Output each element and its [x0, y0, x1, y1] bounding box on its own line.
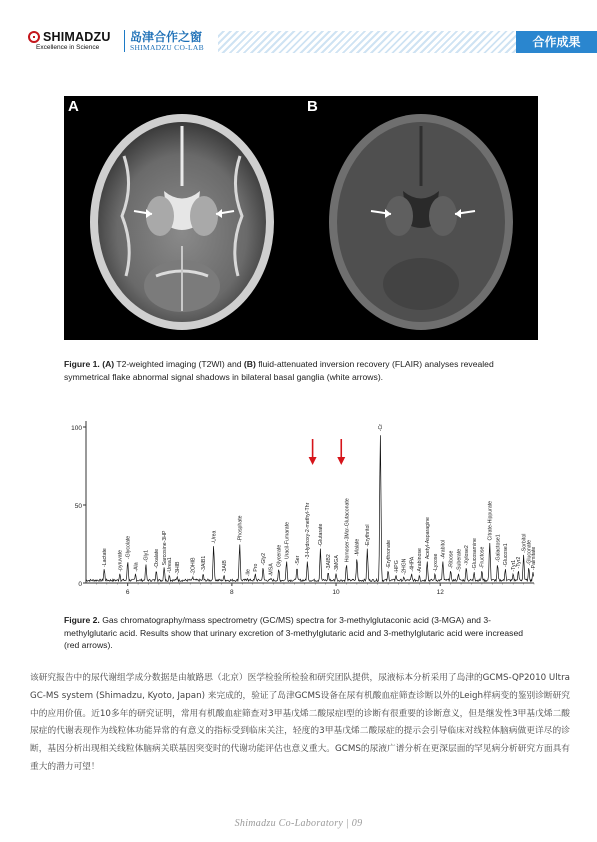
lab-name-cn: 岛津合作之窗: [130, 30, 203, 44]
peak-label: -Gluconate: [526, 540, 533, 566]
peak-label: -2OHIB: [190, 557, 197, 575]
peak-label: Acetyl-Asparagine: [425, 517, 432, 560]
peak-label: Uracil-Fumarate: [284, 521, 291, 560]
peak-label: Sarcosine-3HP: [161, 530, 168, 566]
header-divider: [124, 30, 125, 52]
peak-label: -Phosphate: [237, 515, 244, 542]
body-paragraph: 该研究报告中的尿代谢组学成分数据是由敏路思（北京）医学检验所检验和研究团队提供，尿液标本分析采用了岛津的GCMS-QP2010 Ultra GC-MS system (Shimadzu, Kyoto, Japan) 来完成的，验证了岛津GCMS设备在尿有机酸血症筛查诊断以外的Leigh样病变的鉴别诊断研究中的应用价值。近10多年的研究证明，常用有机酸血症筛查对3甲基戊烯二酸尿症I型的诊断有很重要的诊断意义，但是继发性3甲基戊烯二酸尿症的代谢表现作为线粒体功能异常的有意义的指标受到临床关注，轻度的3甲基戊烯二酸尿症的提示会引导临床对线粒体脑病做更详尽的诊断，基因分析出现相关线粒体脑病关联基因突变时的代谢功能评估也意义重大。GCMS的尿液广谱分析在更深层面的罕见病分析研究方面具有重大的潜力可望！: [30, 673, 570, 772]
brand-tagline: Excellence in Science: [36, 44, 100, 51]
peak-label: -Ser: [294, 555, 301, 566]
peak-label: -Glutarate: [318, 523, 325, 547]
mri-panel-b: [303, 96, 538, 340]
peak-label: -Urea: [211, 530, 218, 544]
peak-label: -3AIB1: [201, 555, 208, 572]
peak-label: Pro: [253, 563, 260, 572]
peak-label: -Gly1: [143, 549, 150, 563]
peak-label: -Tyr2: [516, 556, 523, 569]
header-stripe-band: [218, 31, 516, 53]
peak-label: -Arabinose: [417, 548, 424, 574]
peak-label: -3AIB2: [326, 554, 333, 571]
y-tick-label: 0: [78, 581, 82, 588]
peak-label: -3MGA: [333, 555, 340, 572]
peak-label: -2HGN: [401, 558, 408, 575]
peak-label: -Lactate: [102, 548, 109, 567]
gcms-chart: [64, 413, 540, 603]
figure-2-caption-rest: Gas chromatography/mass spectrometry (GC/MS) spectra for 3-methylglutaconic acid (3-MGA) and 3-methylglutaric acid. Results show that urinary excretion of 3-methylglutaric acid and 3-methylglutaric acid were increased (red arrows).: [64, 615, 524, 650]
peak-label: -HPG: [393, 560, 400, 574]
peak-label: -Malate: [354, 538, 361, 557]
peak-label: -Glycolate: [125, 535, 132, 560]
peak-label: Citrate-Hippurate: [487, 500, 494, 541]
peak-label: -3HIB: [174, 561, 181, 575]
peak-label: -Oxalate: [154, 548, 161, 569]
x-tick-label: 8: [230, 589, 234, 596]
page-header: [0, 0, 597, 60]
peak-label: -Palmitate: [530, 546, 537, 571]
figure-2-caption: [64, 614, 540, 652]
x-tick-label: 12: [436, 589, 444, 596]
peak-label: -Sorbitol: [521, 533, 528, 553]
peak-label: -MSA: [268, 563, 275, 577]
peak-label: -Fructose: [479, 546, 486, 569]
peak-label: -Xylose2: [464, 545, 471, 566]
peak-label: -Cr: [378, 424, 385, 432]
peak-label: -Urea1: [167, 557, 174, 574]
gcms-chart-svg: [64, 413, 540, 603]
peak-label: -Gly2: [260, 552, 267, 566]
y-tick-label: 50: [74, 503, 82, 510]
panel-a-label: A: [68, 98, 79, 115]
peak-label: Glycerate: [276, 544, 283, 567]
shimadzu-mark-icon: [28, 31, 40, 43]
section-tag: 合作成果: [516, 31, 597, 53]
peak-label: -4HPA: [409, 556, 416, 572]
peak-label: -Erythritol: [365, 524, 372, 547]
peak-label: -Ribose: [448, 550, 455, 569]
peak-label: -Glucose1: [503, 543, 510, 567]
y-tick-label: 100: [71, 425, 82, 432]
peak-label: -Ile: [245, 569, 252, 577]
figure-1-caption: [64, 358, 540, 383]
peak-label: -Lyxose: [432, 553, 439, 572]
peak-label: -pyruvate: [117, 550, 124, 572]
figure-1-caption-bold: Figure 1. (A): [64, 359, 115, 369]
lab-name-en: SHIMADZU CO-LAB: [130, 43, 204, 52]
mri-flair-image: [303, 96, 538, 340]
figure-1-caption-bold2: (B): [243, 359, 256, 369]
red-arrow-head-icon: [309, 457, 317, 465]
red-arrow-head-icon: [337, 457, 345, 465]
x-tick-label: 6: [125, 589, 130, 596]
page-footer: Shimadzu Co-Laboratory | 09: [234, 818, 363, 829]
x-tick-label: 10: [332, 589, 340, 596]
peak-label: -Galactose1: [495, 534, 502, 563]
peak-label: -Suberate: [456, 548, 463, 572]
peak-label: -3-Hydroxy-2-methyl-Thr: [305, 502, 312, 560]
panel-b-label: B: [307, 98, 318, 115]
mri-panel-a: [64, 96, 299, 340]
peak-label: -Glucosamine: [471, 538, 478, 571]
peak-label: Homoser-3Mcr-Glutaconate: [344, 498, 351, 563]
peak-label: -3AIB: [221, 560, 228, 574]
figure-1-caption-mid: T2-weighted imaging (T2WI) and: [114, 359, 244, 369]
peak-label: -Erythronate: [385, 539, 392, 569]
figure-2-caption-bold: Figure 2.: [64, 615, 100, 625]
peak-label: -Tyr1: [510, 559, 517, 572]
figure-1-mri: [64, 96, 538, 340]
shimadzu-logo: [28, 30, 118, 52]
figure-1-caption-rest: fluid-attenuated inversion recovery (FLAIR) analyses revealed symmetrical flake abnormal signal shadows in bilateral basal ganglia (white arrows).: [64, 359, 494, 382]
brand-name: SHIMADZU: [43, 30, 111, 44]
peak-label: -Arabitol: [440, 539, 447, 560]
peak-label: -Ala: [133, 562, 140, 572]
mri-t2wi-image: [64, 96, 299, 340]
